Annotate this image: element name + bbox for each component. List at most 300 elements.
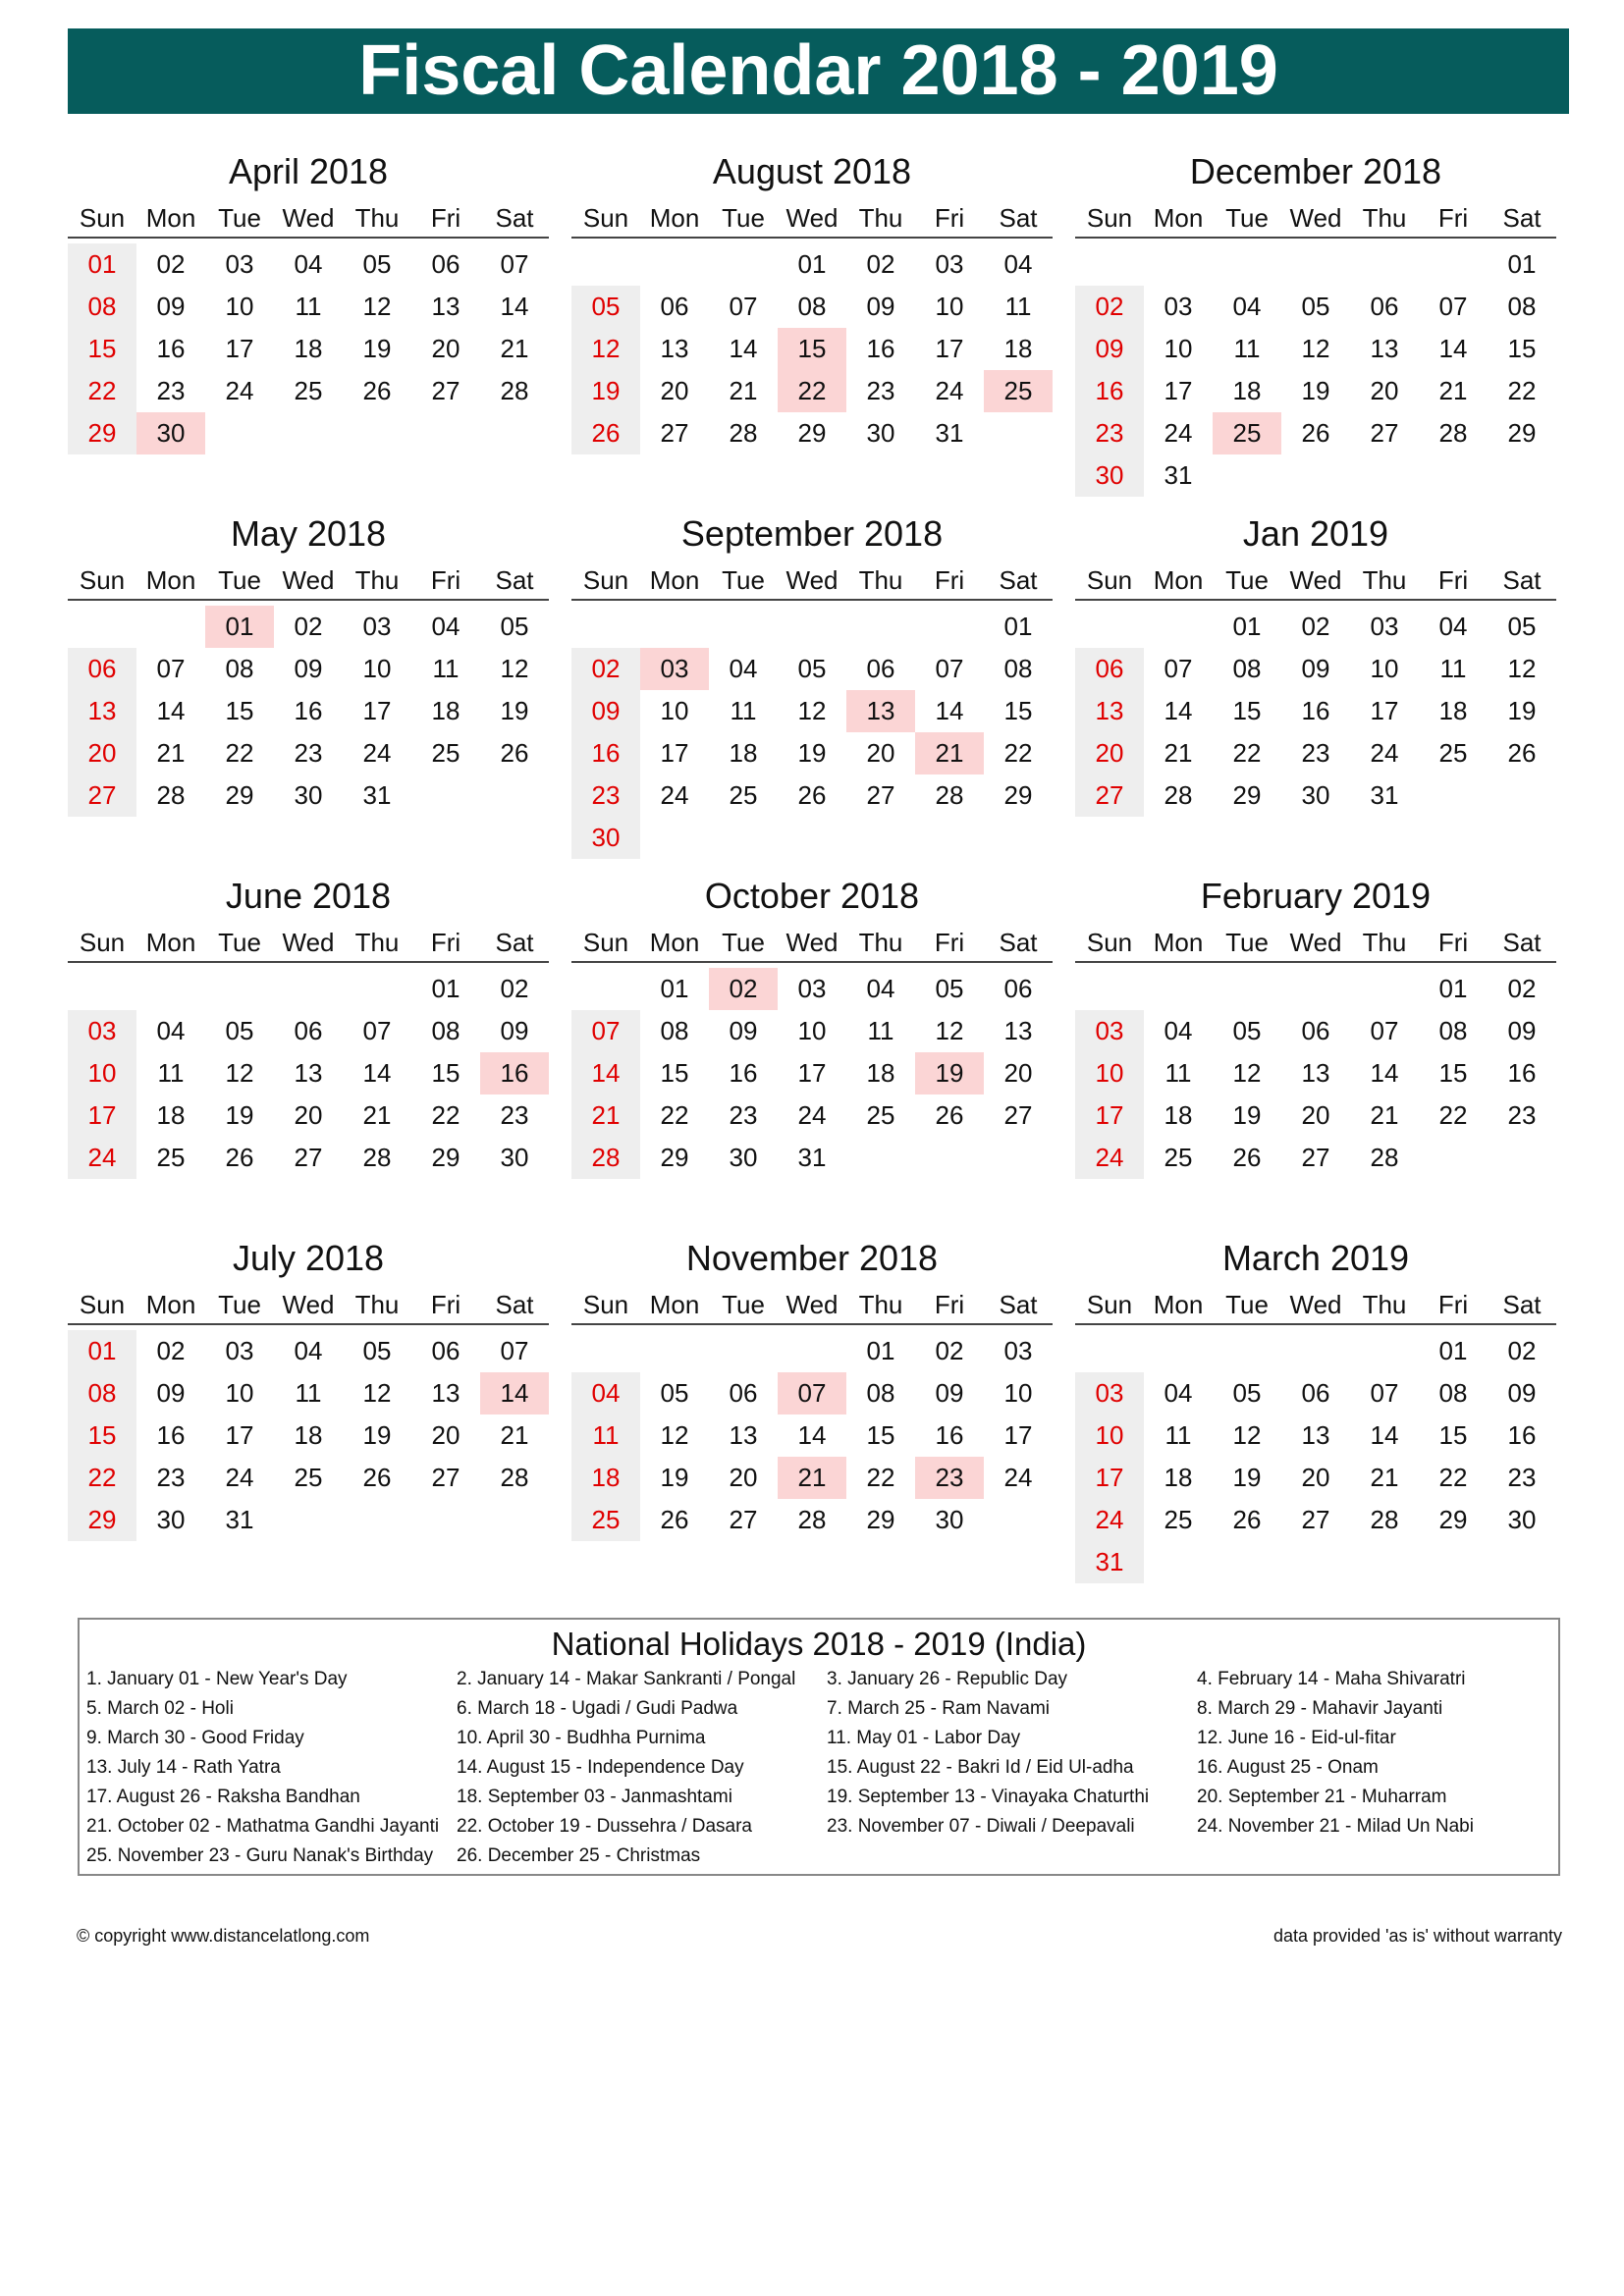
day-cell: 11 <box>157 1058 185 1088</box>
day-cell: 30 <box>729 1143 758 1172</box>
weekday-label: Thu <box>858 203 903 233</box>
day-cell: 28 <box>1370 1143 1399 1172</box>
day-cell: 10 <box>68 1052 136 1095</box>
day-cell: 02 <box>500 974 529 1003</box>
day-cell: 31 <box>1075 1541 1144 1583</box>
day-cell: 17 <box>1370 696 1399 725</box>
weekday-label: Sat <box>1502 928 1542 957</box>
day-cell: 10 <box>1164 334 1193 363</box>
weekday-label: Tue <box>722 928 765 957</box>
empty-cell <box>571 1330 640 1372</box>
day-cell: 27 <box>1301 1505 1330 1534</box>
day-cell: 07 <box>778 1372 846 1415</box>
day-cell: 15 <box>660 1058 689 1088</box>
day-cell: 17 <box>225 334 254 363</box>
day-cell: 23 <box>1075 412 1144 454</box>
day-cell: 04 <box>866 974 895 1003</box>
day-cell: 23 <box>294 738 323 768</box>
day-cell: 11 <box>730 696 757 725</box>
day-cell: 09 <box>571 690 640 732</box>
day-cell: 10 <box>1370 654 1399 683</box>
empty-cell <box>1213 243 1281 286</box>
day-cell: 06 <box>866 654 895 683</box>
day-cell: 01 <box>660 974 689 1003</box>
day-cell: 22 <box>866 1463 895 1492</box>
day-cell: 21 <box>362 1100 392 1130</box>
day-cell: 28 <box>935 780 964 810</box>
month-name: April 2018 <box>228 151 389 191</box>
day-cell: 27 <box>1370 418 1399 448</box>
weekday-label: Wed <box>785 928 839 957</box>
day-cell: 02 <box>1075 286 1144 328</box>
day-cell: 28 <box>500 376 529 405</box>
day-cell: 16 <box>866 334 895 363</box>
weekday-label: Thu <box>858 928 903 957</box>
day-cell: 13 <box>1301 1420 1330 1450</box>
weekday-label: Sat <box>999 1290 1038 1319</box>
day-cell: 24 <box>660 780 689 810</box>
day-cell: 13 <box>431 292 460 321</box>
weekday-label: Sun <box>1086 203 1133 233</box>
day-cell: 23 <box>156 376 186 405</box>
days-grid <box>1075 1330 1556 1583</box>
day-cell: 05 <box>1301 292 1330 321</box>
day-cell: 25 <box>431 738 460 768</box>
day-cell: 16 <box>571 732 640 774</box>
holiday-item: 20. September 21 - Muharram <box>1197 1787 1447 1807</box>
day-cell: 06 <box>1301 1378 1330 1408</box>
day-cell: 21 <box>500 334 529 363</box>
day-cell: 14 <box>935 696 964 725</box>
day-cell: 29 <box>68 1499 136 1541</box>
day-cell: 28 <box>729 418 758 448</box>
day-cell: 18 <box>1232 376 1262 405</box>
day-cell: 22 <box>1232 738 1262 768</box>
weekday-label: Tue <box>1225 565 1269 595</box>
day-cell: 21 <box>156 738 186 768</box>
day-cell: 20 <box>1075 732 1144 774</box>
weekday-header <box>571 201 1053 239</box>
day-cell: 20 <box>729 1463 758 1492</box>
day-cell: 30 <box>294 780 323 810</box>
weekday-label: Tue <box>1225 1290 1269 1319</box>
weekday-label: Mon <box>649 928 700 957</box>
weekday-label: Sun <box>79 928 126 957</box>
day-cell: 14 <box>797 1420 827 1450</box>
day-cell: 01 <box>205 606 274 648</box>
weekday-label: Sat <box>1502 1290 1542 1319</box>
day-cell: 07 <box>500 1336 529 1365</box>
day-cell: 15 <box>1232 696 1262 725</box>
day-cell: 20 <box>431 334 460 363</box>
weekday-label: Tue <box>1225 203 1269 233</box>
day-cell: 05 <box>1507 612 1537 641</box>
days-grid <box>1075 968 1556 1179</box>
weekday-label: Sun <box>1086 928 1133 957</box>
day-cell: 15 <box>68 1415 136 1457</box>
day-cell: 17 <box>935 334 964 363</box>
day-cell: 24 <box>225 1463 254 1492</box>
day-cell: 18 <box>156 1100 186 1130</box>
day-cell: 04 <box>1003 249 1033 279</box>
empty-cell <box>640 243 709 286</box>
day-cell: 25 <box>294 376 323 405</box>
day-cell: 11 <box>867 1016 894 1045</box>
day-cell: 01 <box>1232 612 1262 641</box>
day-cell: 02 <box>935 1336 964 1365</box>
day-cell: 22 <box>1438 1463 1468 1492</box>
day-cell: 18 <box>1003 334 1033 363</box>
day-cell: 16 <box>480 1052 549 1095</box>
day-cell: 18 <box>866 1058 895 1088</box>
day-cell: 03 <box>362 612 392 641</box>
day-cell: 18 <box>431 696 460 725</box>
day-cell: 12 <box>660 1420 689 1450</box>
day-cell: 22 <box>778 370 846 412</box>
day-cell: 13 <box>1003 1016 1033 1045</box>
day-cell: 06 <box>431 1336 460 1365</box>
day-cell: 05 <box>1232 1378 1262 1408</box>
empty-cell <box>343 968 411 1010</box>
days-grid <box>68 1330 549 1541</box>
weekday-header <box>68 926 549 963</box>
day-cell: 26 <box>660 1505 689 1534</box>
day-cell: 05 <box>660 1378 689 1408</box>
day-cell: 03 <box>1003 1336 1033 1365</box>
day-cell: 09 <box>866 292 895 321</box>
day-cell: 24 <box>935 376 964 405</box>
weekday-label: Tue <box>218 1290 261 1319</box>
weekday-label: Fri <box>430 1290 461 1319</box>
days-grid <box>68 243 549 454</box>
day-cell: 20 <box>68 732 136 774</box>
day-cell: 04 <box>156 1016 186 1045</box>
weekday-label: Tue <box>722 203 765 233</box>
holiday-item: 17. August 26 - Raksha Bandhan <box>86 1787 360 1807</box>
holiday-item: 22. October 19 - Dussehra / Dasara <box>457 1816 752 1837</box>
weekday-label: Mon <box>1153 565 1204 595</box>
day-cell: 18 <box>294 334 323 363</box>
weekday-label: Fri <box>1437 565 1469 595</box>
weekday-label: Mon <box>145 203 196 233</box>
holiday-item: 15. August 22 - Bakri Id / Eid Ul-adha <box>827 1757 1134 1778</box>
day-cell: 17 <box>68 1095 136 1137</box>
day-cell: 22 <box>68 1457 136 1499</box>
day-cell: 08 <box>1507 292 1537 321</box>
holiday-item: 10. April 30 - Budhha Purnima <box>457 1728 706 1748</box>
empty-cell <box>640 606 709 648</box>
day-cell: 28 <box>797 1505 827 1534</box>
day-cell: 16 <box>294 696 323 725</box>
day-cell: 28 <box>1438 418 1468 448</box>
month-name: December 2018 <box>1189 151 1442 191</box>
holiday-item: 2. January 14 - Makar Sankranti / Pongal <box>457 1669 796 1689</box>
day-cell: 14 <box>480 1372 549 1415</box>
day-cell: 26 <box>1507 738 1537 768</box>
day-cell: 25 <box>866 1100 895 1130</box>
weekday-header <box>1075 563 1556 601</box>
day-cell: 29 <box>1507 418 1537 448</box>
day-cell: 24 <box>1075 1499 1144 1541</box>
day-cell: 11 <box>295 1378 322 1408</box>
day-cell: 17 <box>1075 1095 1144 1137</box>
day-cell: 03 <box>1164 292 1193 321</box>
day-cell: 31 <box>1164 460 1193 490</box>
holiday-item: 5. March 02 - Holi <box>86 1698 234 1719</box>
day-cell: 21 <box>500 1420 529 1450</box>
day-cell: 21 <box>1438 376 1468 405</box>
day-cell: 20 <box>294 1100 323 1130</box>
weekday-label: Thu <box>354 928 400 957</box>
day-cell: 05 <box>935 974 964 1003</box>
day-cell: 03 <box>225 249 254 279</box>
day-cell: 28 <box>500 1463 529 1492</box>
day-cell: 17 <box>1164 376 1193 405</box>
day-cell: 30 <box>935 1505 964 1534</box>
day-cell: 06 <box>1301 1016 1330 1045</box>
day-cell: 16 <box>1507 1420 1537 1450</box>
day-cell: 03 <box>797 974 827 1003</box>
month-name: August 2018 <box>712 151 912 191</box>
weekday-label: Thu <box>858 1290 903 1319</box>
day-cell: 15 <box>1438 1420 1468 1450</box>
day-cell: 16 <box>156 334 186 363</box>
day-cell: 12 <box>1301 334 1330 363</box>
day-cell: 05 <box>362 1336 392 1365</box>
weekday-label: Sun <box>582 203 629 233</box>
days-grid <box>1075 606 1556 817</box>
day-cell: 08 <box>225 654 254 683</box>
weekday-label: Fri <box>934 1290 965 1319</box>
day-cell: 03 <box>1075 1372 1144 1415</box>
day-cell: 11 <box>1439 654 1467 683</box>
empty-cell <box>1144 606 1213 648</box>
day-cell: 31 <box>1370 780 1399 810</box>
day-cell: 02 <box>571 648 640 690</box>
empty-cell <box>709 243 778 286</box>
weekday-label: Fri <box>430 928 461 957</box>
day-cell: 12 <box>362 292 392 321</box>
day-cell: 08 <box>1438 1016 1468 1045</box>
day-cell: 07 <box>1370 1378 1399 1408</box>
day-cell: 10 <box>660 696 689 725</box>
weekday-label: Fri <box>1437 928 1469 957</box>
weekday-label: Sat <box>495 928 534 957</box>
day-cell: 05 <box>797 654 827 683</box>
day-cell: 09 <box>156 1378 186 1408</box>
day-cell: 01 <box>1507 249 1537 279</box>
day-cell: 12 <box>1232 1058 1262 1088</box>
empty-cell <box>274 968 343 1010</box>
day-cell: 27 <box>1301 1143 1330 1172</box>
weekday-label: Wed <box>282 1290 335 1319</box>
day-cell: 11 <box>1164 1420 1192 1450</box>
weekday-label: Fri <box>430 203 461 233</box>
day-cell: 25 <box>294 1463 323 1492</box>
day-cell: 30 <box>136 412 205 454</box>
day-cell: 11 <box>571 1415 640 1457</box>
day-cell: 16 <box>156 1420 186 1450</box>
day-cell: 18 <box>294 1420 323 1450</box>
day-cell: 12 <box>797 696 827 725</box>
days-grid <box>571 243 1053 454</box>
holiday-item: 9. March 30 - Good Friday <box>86 1728 304 1748</box>
day-cell: 24 <box>1003 1463 1033 1492</box>
weekday-label: Fri <box>934 928 965 957</box>
holiday-item: 18. September 03 - Janmashtami <box>457 1787 732 1807</box>
day-cell: 19 <box>915 1052 984 1095</box>
day-cell: 03 <box>935 249 964 279</box>
weekday-header <box>68 201 549 239</box>
holidays-list <box>86 1665 1558 1871</box>
day-cell: 13 <box>431 1378 460 1408</box>
day-cell: 05 <box>1232 1016 1262 1045</box>
day-cell: 21 <box>1370 1463 1399 1492</box>
empty-cell <box>1144 243 1213 286</box>
day-cell: 08 <box>660 1016 689 1045</box>
day-cell: 01 <box>1438 974 1468 1003</box>
holiday-item: 12. June 16 - Eid-ul-fitar <box>1197 1728 1396 1748</box>
day-cell: 29 <box>1438 1505 1468 1534</box>
day-cell: 24 <box>225 376 254 405</box>
day-cell: 10 <box>797 1016 827 1045</box>
weekday-label: Sun <box>582 565 629 595</box>
day-cell: 26 <box>362 1463 392 1492</box>
day-cell: 14 <box>1370 1420 1399 1450</box>
month-name: November 2018 <box>685 1238 939 1278</box>
empty-cell <box>846 606 915 648</box>
day-cell: 27 <box>1075 774 1144 817</box>
day-cell: 26 <box>362 376 392 405</box>
empty-cell <box>640 1330 709 1372</box>
day-cell: 06 <box>294 1016 323 1045</box>
day-cell: 06 <box>1075 648 1144 690</box>
weekday-label: Tue <box>218 928 261 957</box>
empty-cell <box>778 606 846 648</box>
day-cell: 25 <box>571 1499 640 1541</box>
day-cell: 22 <box>660 1100 689 1130</box>
day-cell: 16 <box>1507 1058 1537 1088</box>
day-cell: 07 <box>571 1010 640 1052</box>
holiday-item: 24. November 21 - Milad Un Nabi <box>1197 1816 1474 1837</box>
days-grid <box>571 1330 1053 1541</box>
weekday-header <box>571 563 1053 601</box>
holiday-item: 11. May 01 - Labor Day <box>827 1728 1021 1748</box>
empty-cell <box>1075 1330 1144 1372</box>
day-cell: 23 <box>1507 1463 1537 1492</box>
day-cell: 07 <box>500 249 529 279</box>
day-cell: 15 <box>1438 1058 1468 1088</box>
day-cell: 01 <box>68 243 136 286</box>
holiday-item: 13. July 14 - Rath Yatra <box>86 1757 281 1778</box>
day-cell: 10 <box>225 1378 254 1408</box>
weekday-label: Wed <box>785 565 839 595</box>
day-cell: 26 <box>500 738 529 768</box>
weekday-label: Fri <box>934 203 965 233</box>
weekday-label: Thu <box>1362 928 1407 957</box>
day-cell: 26 <box>1301 418 1330 448</box>
empty-cell <box>709 606 778 648</box>
copyright-text: © copyright www.distancelatlong.com <box>77 1926 370 1946</box>
day-cell: 09 <box>935 1378 964 1408</box>
day-cell: 06 <box>1370 292 1399 321</box>
weekday-label: Wed <box>1289 565 1342 595</box>
day-cell: 03 <box>640 648 709 690</box>
day-cell: 13 <box>660 334 689 363</box>
day-cell: 06 <box>1003 974 1033 1003</box>
day-cell: 27 <box>431 376 460 405</box>
day-cell: 01 <box>866 1336 895 1365</box>
day-cell: 19 <box>571 370 640 412</box>
day-cell: 20 <box>1003 1058 1033 1088</box>
empty-cell <box>1281 1330 1350 1372</box>
day-cell: 08 <box>1003 654 1033 683</box>
day-cell: 08 <box>866 1378 895 1408</box>
day-cell: 10 <box>1075 1052 1144 1095</box>
day-cell: 12 <box>1507 654 1537 683</box>
holiday-item: 19. September 13 - Vinayaka Chaturthi <box>827 1787 1150 1807</box>
day-cell: 05 <box>225 1016 254 1045</box>
days-grid <box>68 606 549 817</box>
day-cell: 15 <box>1003 696 1033 725</box>
day-cell: 14 <box>1370 1058 1399 1088</box>
empty-cell <box>1281 968 1350 1010</box>
month-name: July 2018 <box>232 1238 385 1278</box>
month-name: March 2019 <box>1221 1238 1410 1278</box>
day-cell: 04 <box>1232 292 1262 321</box>
holidays-box <box>78 1618 1560 1876</box>
weekday-label: Sun <box>1086 1290 1133 1319</box>
empty-cell <box>1281 243 1350 286</box>
day-cell: 29 <box>1003 780 1033 810</box>
day-cell: 09 <box>294 654 323 683</box>
day-cell: 30 <box>1507 1505 1537 1534</box>
weekday-label: Thu <box>1362 203 1407 233</box>
holiday-item: 14. August 15 - Independence Day <box>457 1757 744 1778</box>
day-cell: 09 <box>729 1016 758 1045</box>
day-cell: 14 <box>362 1058 392 1088</box>
day-cell: 02 <box>156 249 186 279</box>
day-cell: 31 <box>935 418 964 448</box>
day-cell: 19 <box>797 738 827 768</box>
weekday-label: Wed <box>1289 928 1342 957</box>
day-cell: 28 <box>571 1137 640 1179</box>
weekday-label: Thu <box>1362 565 1407 595</box>
empty-cell <box>1350 243 1419 286</box>
weekday-header <box>1075 201 1556 239</box>
weekday-label: Mon <box>649 1290 700 1319</box>
day-cell: 13 <box>68 690 136 732</box>
month-name: February 2019 <box>1200 876 1432 916</box>
weekday-label: Sat <box>999 928 1038 957</box>
day-cell: 21 <box>571 1095 640 1137</box>
day-cell: 15 <box>68 328 136 370</box>
day-cell: 19 <box>225 1100 254 1130</box>
weekday-label: Sun <box>1086 565 1133 595</box>
day-cell: 12 <box>935 1016 964 1045</box>
day-cell: 21 <box>915 732 984 774</box>
weekday-header <box>571 1288 1053 1325</box>
day-cell: 02 <box>156 1336 186 1365</box>
day-cell: 31 <box>225 1505 254 1534</box>
holiday-item: 1. January 01 - New Year's Day <box>86 1669 348 1689</box>
weekday-header <box>68 1288 549 1325</box>
day-cell: 15 <box>225 696 254 725</box>
holiday-item: 25. November 23 - Guru Nanak's Birthday <box>86 1845 434 1866</box>
day-cell: 13 <box>1301 1058 1330 1088</box>
day-cell: 21 <box>729 376 758 405</box>
day-cell: 13 <box>294 1058 323 1088</box>
